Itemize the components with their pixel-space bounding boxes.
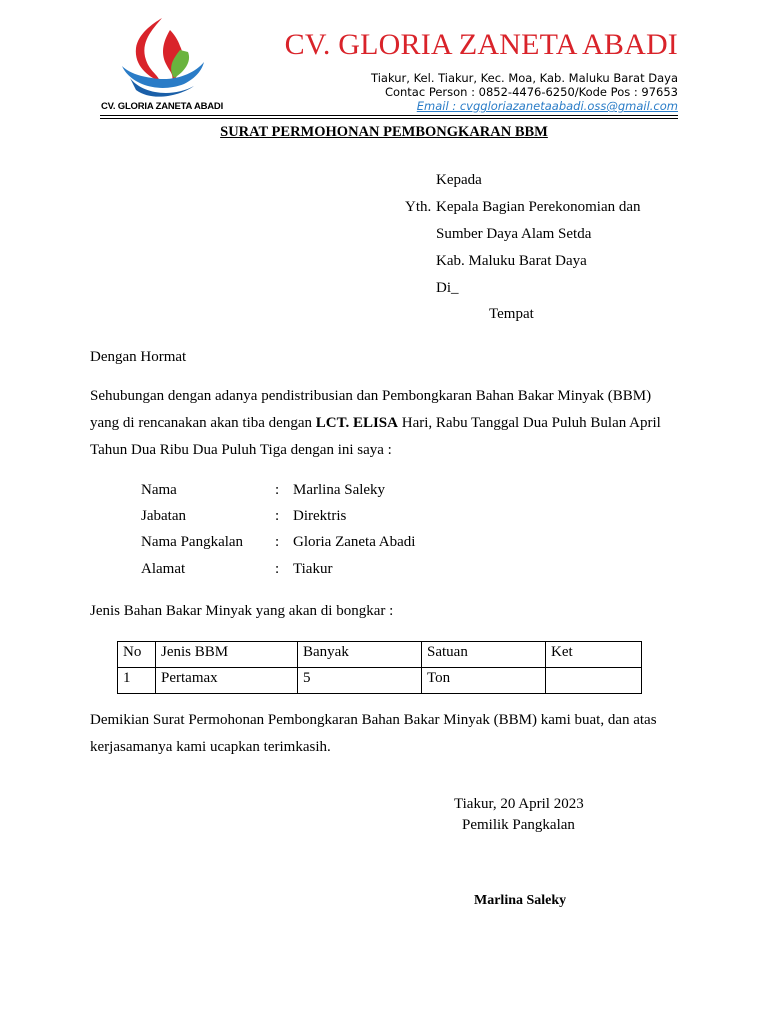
company-contact: Contac Person : 0852-4476-6250/Kode Pos : 97653 bbox=[384, 85, 678, 99]
signature-name: Marlina Saleky bbox=[474, 893, 567, 908]
identity-sep: : bbox=[275, 534, 280, 550]
body-line-1: Sehubungan dengan adanya pendistribusian dan Pembongkaran Bahan Bakar Minyak (BBM) bbox=[90, 388, 652, 404]
table-cell: 1 bbox=[118, 668, 156, 694]
recipient-line-1: Kepala Bagian Perekonomian dan bbox=[436, 199, 641, 215]
letterhead-divider bbox=[100, 115, 678, 116]
letterhead-divider-thin bbox=[100, 118, 678, 119]
fuel-intro: Jenis Bahan Bakar Minyak yang akan di bongkar : bbox=[90, 603, 394, 619]
identity-value-alamat: Tiakur bbox=[293, 561, 333, 577]
recipient-tempat: Tempat bbox=[489, 306, 534, 322]
identity-sep: : bbox=[275, 508, 280, 524]
closing-line-1: Demikian Surat Permohonan Pembongkaran Bahan Bakar Minyak (BBM) kami buat, dan atas bbox=[90, 712, 657, 728]
table-header: Satuan bbox=[422, 642, 546, 668]
identity-value-nama: Marlina Saleky bbox=[293, 482, 386, 498]
recipient-kepada: Kepada bbox=[436, 172, 482, 188]
recipient-di: Di_ bbox=[436, 280, 459, 296]
table-header: No bbox=[118, 642, 156, 668]
identity-sep: : bbox=[275, 482, 280, 498]
signature-place-date: Tiakur, 20 April 2023 bbox=[454, 796, 584, 812]
identity-label-alamat: Alamat bbox=[141, 561, 186, 577]
company-address: Tiakur, Kel. Tiakur, Kec. Moa, Kab. Maluku Barat Daya bbox=[371, 71, 678, 85]
salutation: Dengan Hormat bbox=[90, 349, 187, 365]
vessel-name: LCT. ELISA bbox=[315, 415, 398, 431]
table-header: Jenis BBM bbox=[156, 642, 298, 668]
identity-label-jabatan: Jabatan bbox=[141, 508, 186, 524]
identity-value-pangkalan: Gloria Zaneta Abadi bbox=[293, 534, 416, 550]
identity-sep: : bbox=[275, 561, 280, 577]
table-cell: Pertamax bbox=[156, 668, 298, 694]
table-header: Ket bbox=[546, 642, 642, 668]
flame-logo-icon bbox=[100, 12, 222, 104]
company-logo bbox=[100, 12, 222, 113]
recipient-yth: Yth. bbox=[405, 199, 432, 215]
table-cell bbox=[546, 668, 642, 694]
company-name: CV. GLORIA ZANETA ABADI bbox=[284, 28, 678, 61]
logo-caption: CV. GLORIA ZANETA ABADI bbox=[100, 101, 224, 112]
table-row bbox=[118, 668, 642, 694]
table-cell: 5 bbox=[298, 668, 422, 694]
table-header: Banyak bbox=[298, 642, 422, 668]
table-header-row bbox=[118, 642, 642, 668]
company-email[interactable]: Email : cvggloriazanetaabadi.oss@gmail.com bbox=[416, 99, 678, 113]
identity-label-pangkalan: Nama Pangkalan bbox=[141, 534, 244, 550]
recipient-line-2: Sumber Daya Alam Setda bbox=[436, 226, 592, 242]
closing-line-2: kerjasamanya kami ucapkan terimkasih. bbox=[90, 739, 331, 755]
fuel-table bbox=[117, 641, 642, 694]
table-cell: Ton bbox=[422, 668, 546, 694]
body-line-3: Tahun Dua Ribu Dua Puluh Tiga dengan ini saya : bbox=[90, 442, 392, 458]
letter-title: SURAT PERMOHONAN PEMBONGKARAN BBM bbox=[220, 124, 548, 140]
recipient-line-3: Kab. Maluku Barat Daya bbox=[436, 253, 587, 269]
body-line-2: yang di rencanakan akan tiba dengan LCT. ELISA Hari, Rabu Tanggal Dua Puluh Bulan April bbox=[90, 415, 661, 431]
identity-label-nama: Nama bbox=[141, 482, 177, 498]
signature-role: Pemilik Pangkalan bbox=[462, 817, 575, 833]
identity-value-jabatan: Direktris bbox=[293, 508, 347, 524]
